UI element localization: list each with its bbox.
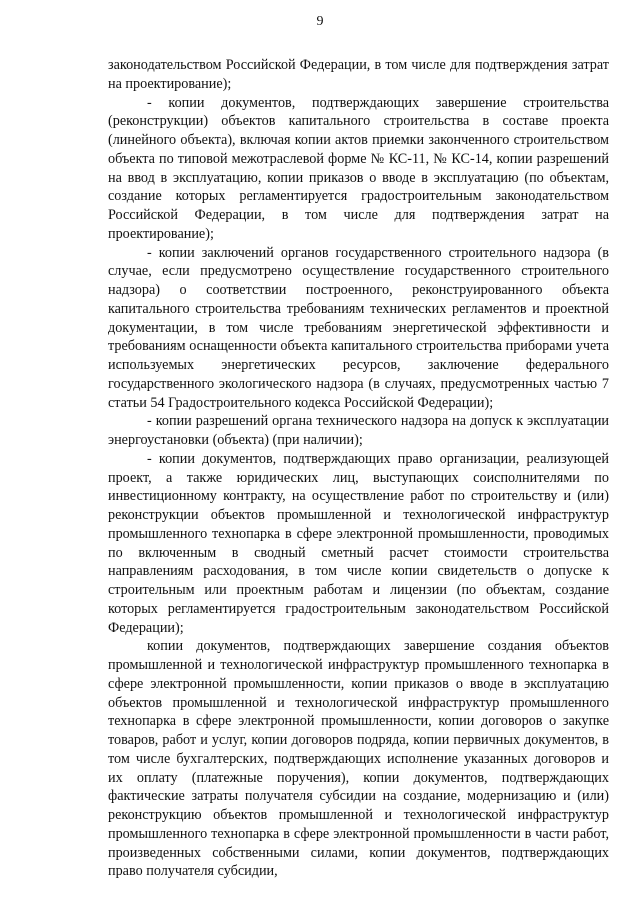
paragraph-technical-supervision-permits: - копии разрешений органа технического надзора на допуск к эксплуатации энергоустановки (объекта) (при наличии); <box>108 413 609 448</box>
paragraph-infrastructure-completion: копии документов, подтверждающих завершение создания объектов промышленной и технологической инфраструктур промышленного технопарка в сфере электронной промышленности, копии приказов о вводе в эксплуатацию объектов промышленной и технологической инфраструктур промышленного технопарка в сфере электронной промышленности, копии договоров о закупке товаров, работ и услуг, копии договоров подряда, копии первичных документов, в том числе бухгалтерских, подтверждающих исполнение указанных договоров и их оплату (платежные поручения), копии документов, подтверждающих фактические затраты получателя субсидии на создание, модернизацию и (или) реконструкцию объектов промышленной и технологической инфраструктур промышленного технопарка в сфере электронной промышленности в части работ, произведенных собственными силами, копии документов, подтверждающих право получателя субсидии, <box>108 638 609 880</box>
paragraph-construction-completion: - копии документов, подтверждающих завершение строительства (реконструкции) объектов капитального строительства в составе проекта (линейного объекта), включая копии актов приемки законченного строительством объекта по типовой межотраслевой форме № КС-11, № КС-14, копии разрешений на ввод в эксплуатацию, копии приказов о вводе в эксплуатацию (по объектам, создание которых регламентируется градостроительным законодательством Российской Федерации, в том числе для подтверждения затрат на проектирование); <box>108 94 609 242</box>
paragraph-supervision-conclusions: - копии заключений органов государственного строительного надзора (в случае, если предусмотрено осуществление государственного строительного надзора) о соответствии построенного, реконструированного объекта капитального строительства требованиям технических регламентов и проектной документации, в том числе требованиям энергетической эффективности и требованиям оснащенности объекта капитального строительства приборами учета используемых энергетических ресурсов, заключение федерального государственного экологического надзора (в случаях, предусмотренных частью 7 статьи 54 Градостроительного кодекса Российской Федерации); <box>108 244 609 411</box>
paragraph-construction-rights: - копии документов, подтверждающих право организации, реализующей проект, а также юридических лиц, выступающих соисполнителями по инвестиционному контракту, на осуществление работ по строительству и (или) реконструкции объектов промышленной и технологической инфраструктур промышленного технопарка в сфере электронной промышленности, проводимых по включенным в сводный сметный расчет стоимости строительства направлениям расходования, в том числе копии свидетельств о допуске к строительным или проектным работам и лицензии (по объектам, создание которых регламентируется градостроительным законодательством Российской Федерации); <box>108 450 609 636</box>
document-body <box>108 56 609 881</box>
paragraph-continuation: законодательством Российской Федерации, в том числе для подтверждения затрат на проектирование); <box>108 57 609 92</box>
page-number: 9 <box>316 14 324 29</box>
